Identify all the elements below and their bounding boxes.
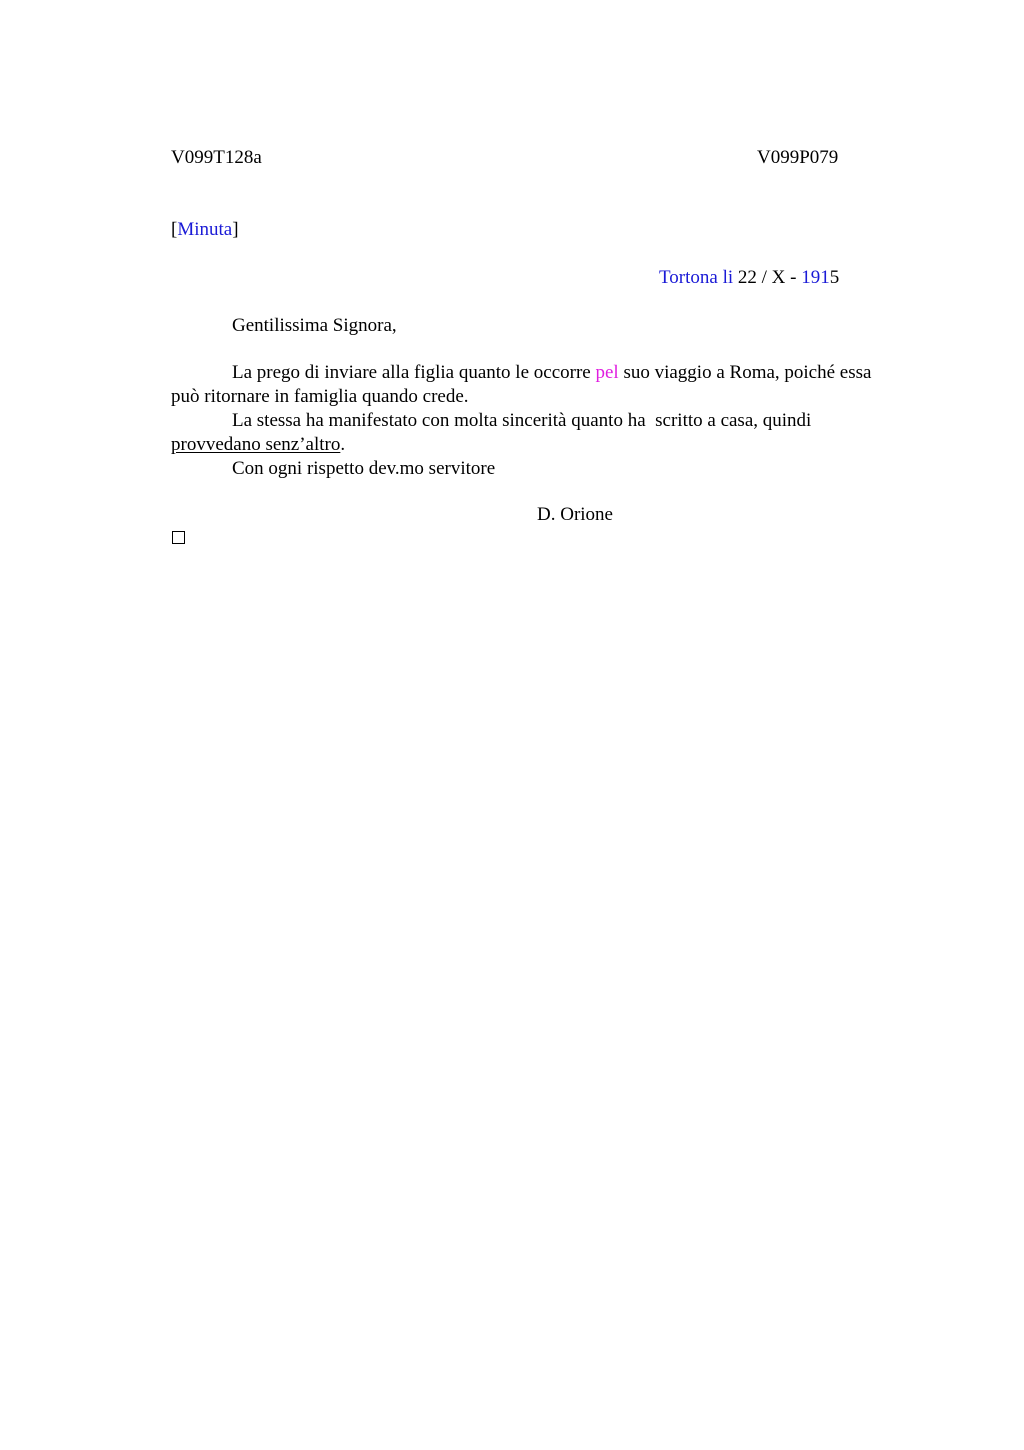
date-day-month: 22 / X - bbox=[733, 267, 802, 288]
close-bracket: ] bbox=[232, 219, 239, 240]
highlighted-word: pel bbox=[595, 362, 619, 383]
paragraph-1-text-start: La prego di inviare alla figlia quanto le occorre bbox=[232, 362, 596, 383]
document-type-label bbox=[171, 218, 239, 242]
paragraph-1-line-2: può ritornare in famiglia quando crede. bbox=[171, 386, 469, 407]
paragraph-2-line-1: La stessa ha manifestato con molta sincerità quanto ha scritto a casa, quindi bbox=[232, 410, 812, 431]
paragraph-1-text-end: suo viaggio a Roma, poiché essa bbox=[618, 362, 872, 383]
paragraph-1-line-1 bbox=[171, 361, 931, 385]
letter-body bbox=[171, 361, 931, 481]
minuta-label: Minuta bbox=[177, 219, 233, 240]
date-year-suffix: 5 bbox=[829, 267, 840, 288]
salutation: Gentilissima Signora, bbox=[232, 315, 397, 336]
underlined-phrase: provvedano senz’altro bbox=[171, 434, 341, 455]
closing-line: Con ogni rispetto dev.mo servitore bbox=[232, 458, 496, 479]
date-line bbox=[659, 266, 839, 290]
signature: D. Orione bbox=[537, 504, 613, 525]
paragraph-2-line-2 bbox=[171, 433, 931, 457]
document-code-left: V099T128a bbox=[171, 147, 262, 168]
date-place: Tortona li bbox=[659, 267, 734, 288]
document-code-right: V099P079 bbox=[757, 147, 839, 168]
checkbox-square-icon bbox=[172, 531, 185, 544]
open-bracket: [ bbox=[171, 219, 178, 240]
date-year-prefix: 191 bbox=[801, 267, 830, 288]
paragraph-2-period: . bbox=[340, 434, 346, 455]
